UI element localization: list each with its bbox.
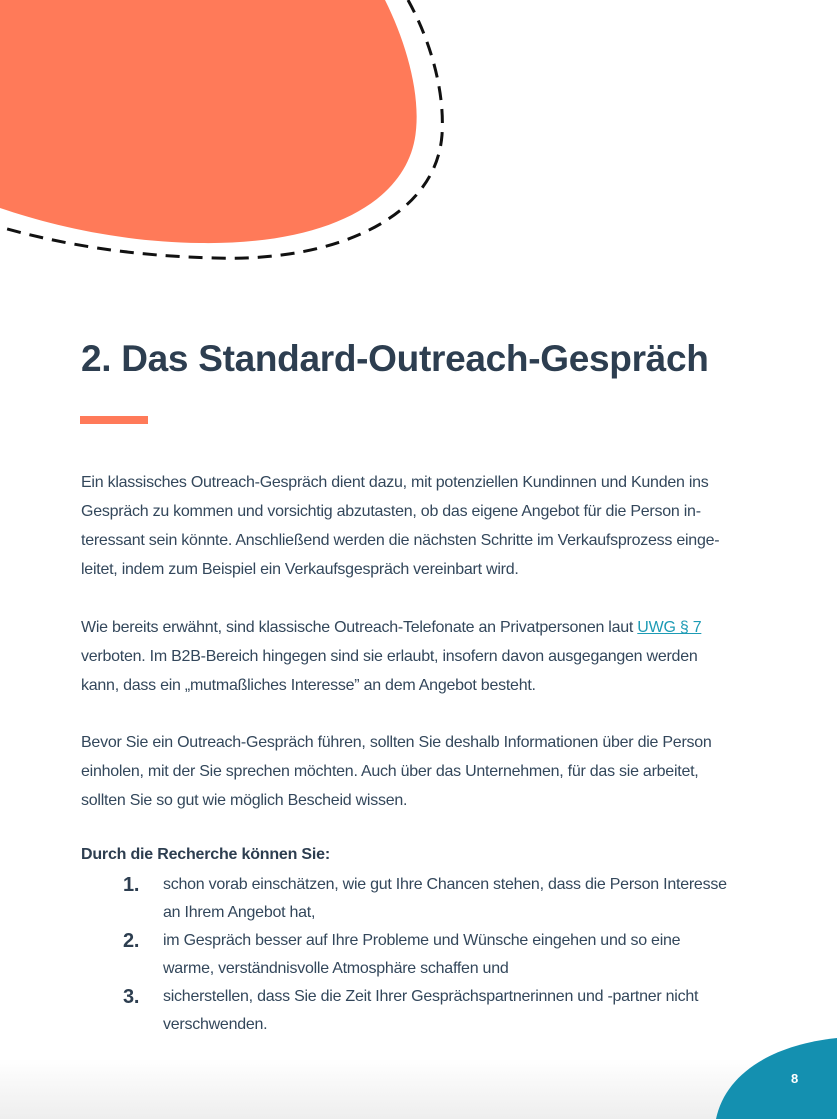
text-line: Bevor Sie ein Outreach-Gespräch führen, sollten Sie deshalb Informationen über die Person (81, 734, 712, 751)
title-accent-bar (80, 416, 148, 424)
page-title: 2. Das Standard-Outreach-Gespräch (81, 338, 709, 379)
text-segment: Wie bereits erwähnt, sind klassische Outreach-Telefonate an Privatpersonen laut (81, 619, 638, 636)
text-line: teressant sein könnte. Anschließend werden die nächsten Schritte im Verkaufsprozess einge- (81, 532, 720, 549)
list-item (81, 983, 727, 1039)
list-item (81, 871, 727, 927)
list-number: 3. (123, 986, 140, 1008)
text-line: leitet, indem zum Beispiel ein Verkaufsgespräch vereinbart wird. (81, 561, 519, 578)
text-line: warme, verständnisvolle Atmosphäre schaffen und (163, 960, 509, 977)
list-number: 1. (123, 874, 140, 896)
list-number: 2. (123, 930, 140, 952)
text-line: an Ihrem Angebot hat, (163, 904, 316, 921)
teal-blob (716, 1038, 837, 1119)
text-line (81, 613, 701, 642)
uwg-link[interactable]: UWG § 7 (637, 619, 702, 636)
paragraph-research (81, 728, 712, 815)
text-line: sicherstellen, dass Sie die Zeit Ihrer Gesprächspartnerinnen und -partner nicht (163, 988, 699, 1005)
orange-blob (0, 0, 417, 243)
text-line: im Gespräch besser auf Ihre Probleme und Wünsche eingehen und so eine (163, 932, 681, 949)
text-line: sollten Sie so gut wie möglich Bescheid wissen. (81, 792, 408, 809)
text-line: verschwenden. (163, 1016, 268, 1033)
text-line: Gespräch zu kommen und vorsichtig abzutasten, ob das eigene Angebot für die Person in- (81, 503, 701, 520)
text-line: verboten. Im B2B-Bereich hingegen sind sie erlaubt, insofern davon ausgegangen werden (81, 648, 698, 665)
numbered-list (81, 871, 727, 1039)
text-line: einholen, mit der Sie sprechen möchten. Auch über das Unternehmen, für das sie arbeitet, (81, 763, 699, 780)
list-item (81, 927, 727, 983)
paragraph-intro (81, 468, 719, 584)
text-line: Ein klassisches Outreach-Gespräch dient dazu, mit potenziellen Kundinnen und Kunden ins (81, 474, 709, 491)
paragraph-legal (81, 613, 701, 700)
text-line: kann, dass ein „mutmaßliches Interesse” an dem Angebot besteht. (81, 677, 536, 694)
text-line: schon vorab einschätzen, wie gut Ihre Chancen stehen, dass die Person Interesse (163, 876, 727, 893)
list-heading: Durch die Recherche können Sie: (81, 846, 330, 863)
page-number: 8 (791, 1071, 799, 1086)
